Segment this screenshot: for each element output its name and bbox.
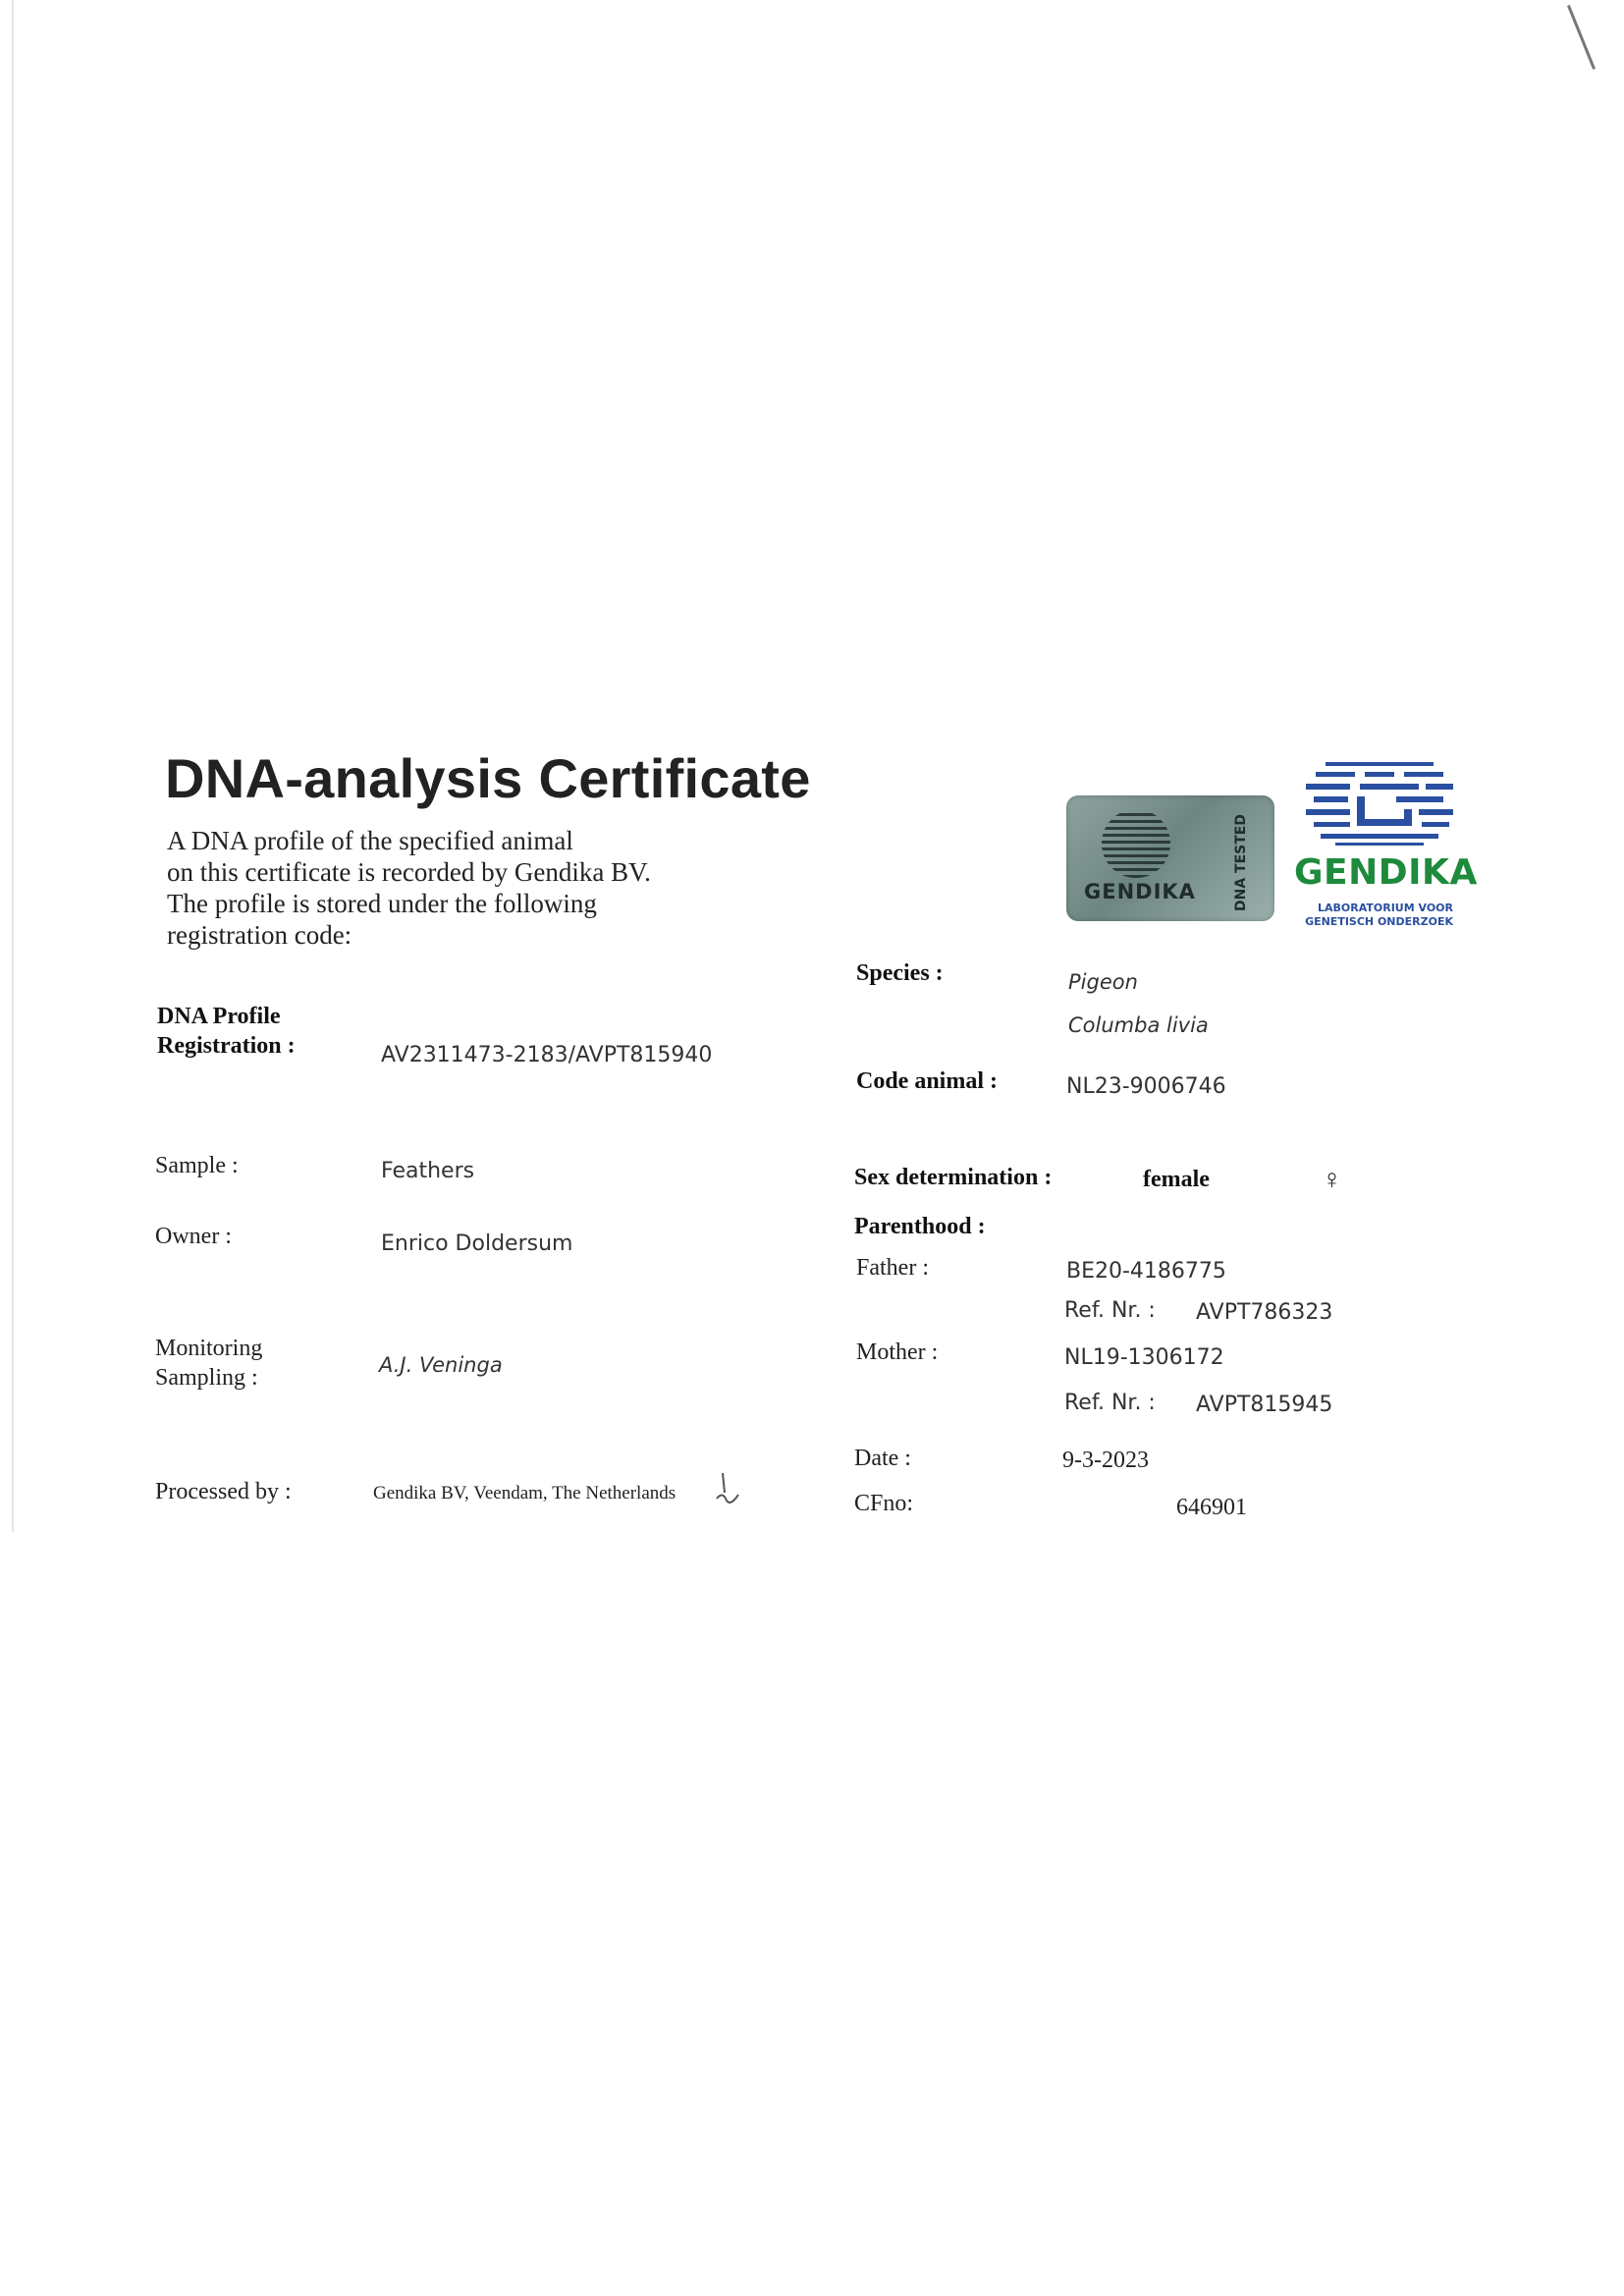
intro-line: on this certificate is recorded by Gendika BV. (167, 857, 651, 887)
scan-edge-line (12, 0, 14, 1532)
monitoring-value: A.J. Veninga (379, 1353, 503, 1377)
intro-line: registration code: (167, 920, 352, 950)
father-ref-label: Ref. Nr. : (1064, 1298, 1156, 1323)
signature-scribble (709, 1471, 748, 1510)
cfno-label: CFno: (854, 1491, 914, 1516)
sample-label: Sample : (155, 1153, 239, 1178)
mother-ref-value: AVPT815945 (1196, 1393, 1333, 1417)
sample-value: Feathers (381, 1159, 475, 1183)
globe-icon (1102, 809, 1170, 878)
female-symbol-icon: ♀ (1322, 1165, 1342, 1195)
seal-brand: GENDIKA (1084, 880, 1196, 903)
monitoring-label-line2: Sampling : (155, 1365, 258, 1391)
monitoring-label-line1: Monitoring (155, 1336, 263, 1361)
seal-side-text: DNA TESTED (1233, 814, 1249, 911)
registration-label-line1: DNA Profile (157, 1004, 281, 1029)
registration-value: AV2311473-2183/AVPT815940 (381, 1043, 713, 1067)
scan-mark (1567, 5, 1596, 70)
intro-paragraph (167, 825, 651, 951)
mother-label: Mother : (856, 1339, 939, 1365)
code-animal-label: Code animal : (856, 1068, 998, 1094)
owner-value: Enrico Doldersum (381, 1231, 573, 1256)
species-common-value: Pigeon (1068, 970, 1138, 994)
sex-value: female (1143, 1167, 1210, 1192)
date-value: 9-3-2023 (1062, 1448, 1149, 1473)
father-label: Father : (856, 1255, 929, 1281)
dna-tested-seal (1066, 795, 1274, 921)
species-latin-value: Columba livia (1068, 1013, 1209, 1037)
owner-label: Owner : (155, 1224, 232, 1249)
certificate-title: DNA-analysis Certificate (165, 747, 811, 809)
parenthood-label: Parenthood : (854, 1214, 986, 1239)
gendika-logo-mark (1306, 760, 1453, 848)
processed-by-value: Gendika BV, Veendam, The Netherlands (373, 1483, 677, 1503)
processed-by-label: Processed by : (155, 1479, 292, 1504)
father-value: BE20-4186775 (1066, 1259, 1226, 1284)
mother-value: NL19-1306172 (1064, 1345, 1224, 1370)
intro-line: A DNA profile of the specified animal (167, 826, 573, 855)
sex-determination-label: Sex determination : (854, 1165, 1053, 1190)
gendika-logo-name: GENDIKA (1294, 852, 1478, 893)
cfno-value: 646901 (1176, 1495, 1247, 1520)
species-label: Species : (856, 960, 944, 986)
intro-line: The profile is stored under the following (167, 889, 597, 918)
father-ref-value: AVPT786323 (1196, 1300, 1333, 1325)
code-animal-value: NL23-9006746 (1066, 1074, 1226, 1099)
gendika-logo-subtitle: LABORATORIUM VOOR GENETISCH ONDERZOEK (1305, 902, 1453, 928)
registration-label-line2: Registration : (157, 1033, 296, 1059)
mother-ref-label: Ref. Nr. : (1064, 1391, 1156, 1415)
date-label: Date : (854, 1446, 911, 1471)
